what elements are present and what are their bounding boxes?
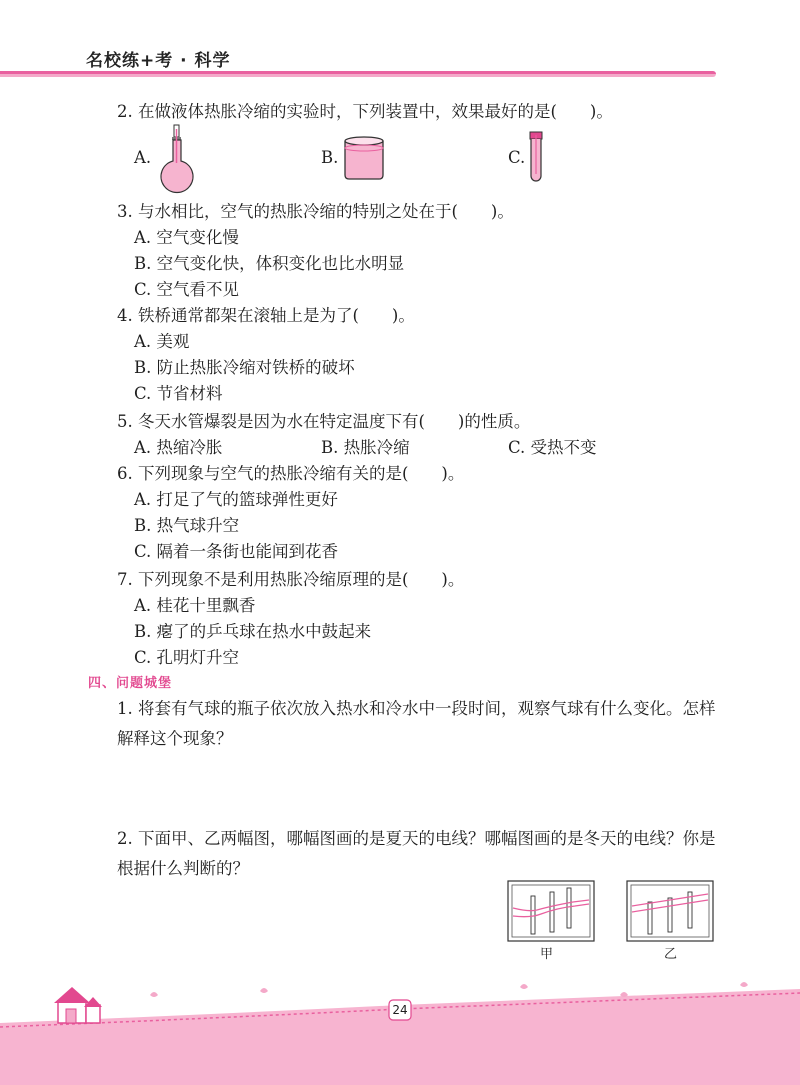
beaker-icon: [340, 133, 388, 181]
test-tube-icon: [527, 130, 545, 184]
q5-stem: 5. 冬天水管爆裂是因为水在特定温度下有( )的性质。: [117, 412, 531, 431]
q5-option-c: C. 受热不变: [508, 438, 597, 457]
section4-problem-1: 1. 将套有气球的瓶子依次放入热水和冷水中一段时间，观察气球有什么变化。怎样解释这个现象？: [117, 699, 716, 748]
section-title: 四、问题城堡: [88, 676, 173, 691]
q2-stem: 2. 在做液体热胀冷缩的实验时，下列装置中，效果最好的是( )。: [117, 102, 613, 121]
q4-option-b: B. 防止热胀冷缩对铁桥的破坏: [134, 358, 355, 377]
footer-decoration: [0, 975, 800, 1085]
q3-option-c: C. 空气看不见: [134, 280, 240, 299]
q2-option-b: B.: [321, 148, 339, 167]
header-bar: [0, 71, 716, 77]
q2-option-a: A.: [134, 148, 152, 167]
q6-option-a: A. 打足了气的篮球弹性更好: [134, 490, 338, 509]
q4-option-c: C. 节省材料: [134, 384, 223, 403]
q7-option-c: C. 孔明灯升空: [134, 648, 240, 667]
header-title: 名校练+考 · 科学: [86, 51, 231, 71]
q3-stem: 3. 与水相比，空气的热胀冷缩的特别之处在于( )。: [117, 202, 514, 221]
q7-stem: 7. 下列现象不是利用热胀冷缩原理的是( )。: [117, 570, 465, 589]
q7-option-a: A. 桂花十里飘香: [134, 596, 256, 615]
q2-option-c: C.: [508, 148, 526, 167]
figure-label-b: 乙: [664, 947, 678, 962]
figure-label-a: 甲: [540, 947, 554, 962]
q6-option-b: B. 热气球升空: [134, 516, 240, 535]
q4-option-a: A. 美观: [134, 332, 190, 351]
q5-option-b: B. 热胀冷缩: [321, 438, 410, 457]
house-icon: [54, 987, 102, 1023]
q6-stem: 6. 下列现象与空气的热胀冷缩有关的是( )。: [117, 464, 465, 483]
q6-option-c: C. 隔着一条街也能闻到花香: [134, 542, 339, 561]
q7-option-b: B. 瘪了的乒乓球在热水中鼓起来: [134, 622, 372, 641]
winter-wires-illustration: [626, 880, 714, 942]
q4-stem: 4. 铁桥通常都架在滚轴上是为了( )。: [117, 306, 415, 325]
section4-problem-2: 2. 下面甲、乙两幅图，哪幅图画的是夏天的电线？哪幅图画的是冬天的电线？你是根据什么判断的？: [117, 829, 716, 878]
q3-option-a: A. 空气变化慢: [134, 228, 239, 247]
flask-icon: [155, 123, 199, 195]
q3-option-b: B. 空气变化快，体积变化也比水明显: [134, 254, 405, 273]
page-number: 24: [392, 1003, 408, 1017]
q5-option-a: A. 热缩冷胀: [134, 438, 223, 457]
summer-wires-illustration: [507, 880, 595, 942]
